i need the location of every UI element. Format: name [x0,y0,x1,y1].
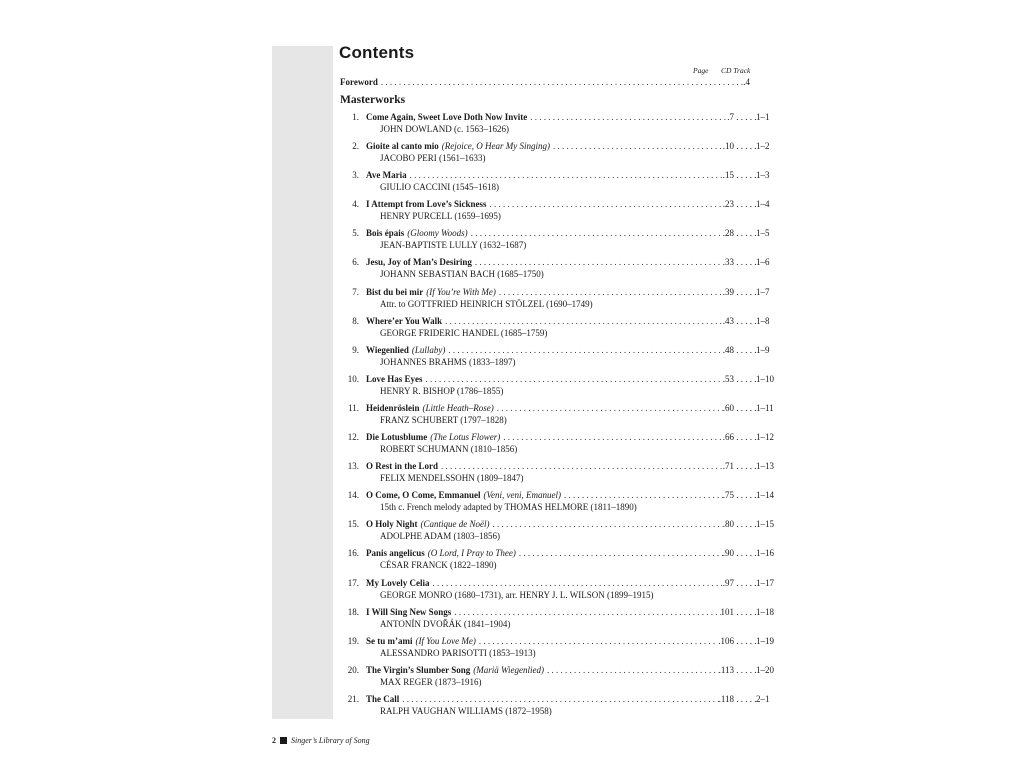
entry-title-line [366,345,776,356]
entry-composer: ADOLPHE ADAM (1803–1856) [380,531,500,542]
entry-title-line [366,112,776,123]
contents-entry [340,606,774,636]
contents-entry [340,257,770,286]
entry-number: 13. [347,461,359,472]
entry-page: .28 [722,228,734,239]
entry-title-line [366,228,776,239]
leader-dots [487,199,723,210]
entry-page: .43 [722,315,734,326]
entry-cd-track: 1–18 [756,606,774,617]
leader-dots: . . . . . [734,344,756,355]
contents-entry [340,664,774,694]
entry-title-line [366,432,776,443]
entry-page: .106 [718,635,734,646]
leader-dots [476,636,718,647]
contents-entry [340,519,774,548]
leader-dots: . . . . . [734,170,756,181]
contents-entry [340,286,770,316]
entry-cd-track: 2–1 [756,693,770,704]
leader-dots: . . . . . [734,577,756,588]
contents-entry [340,490,774,519]
contents-entry [340,170,770,199]
leader-dots: . . . . . [734,635,756,646]
contents-entry [340,461,774,490]
leader-dots [378,77,743,88]
entry-translation: (Rejoice, O Hear My Singing) [441,141,550,152]
entry-composer: MAX REGER (1873–1916) [380,676,482,687]
entry-title-line [366,170,776,181]
contents-entry [340,228,770,257]
contents-entry [340,112,770,141]
entry-cd-track: 1–14 [756,490,774,501]
entry-title: Bois épais [366,228,405,239]
entry-composer: FRANZ SCHUBERT (1797–1828) [380,414,507,425]
entry-cd-track: 1–8 [756,315,770,326]
entry-cd-track: 1–1 [756,112,770,122]
entry-composer: JOHANN SEBASTIAN BACH (1685–1750) [380,269,544,280]
entry-composer: GIULIO CACCINI (1545–1618) [380,182,499,193]
entry-title-line [366,665,776,676]
entry-number: 4. [352,199,359,210]
entry-title: Gioite al canto mio [366,141,439,152]
entry-page: .66 [722,432,734,443]
page-footer [272,736,370,745]
entry-title: Come Again, Sweet Love Doth Now Invite [366,112,528,122]
entry-number: 6. [352,257,359,268]
entry-page: .33 [722,257,734,268]
entry-translation: (O Lord, I Pray to Thee) [427,548,516,559]
entry-page: .71 [722,461,734,472]
entry-number: 2. [352,141,359,152]
entry-number: 5. [352,228,359,239]
leader-dots: . . . . . [734,664,756,675]
entry-title-line [366,316,776,327]
leader-dots: . . . . . [734,228,756,239]
entry-composer: JOHN DOWLAND (c. 1563–1626) [380,124,509,134]
entry-cd-track: 1–13 [756,461,774,472]
entry-cd-track: 1–2 [756,141,770,152]
entry-page: .39 [722,286,734,297]
leader-dots: . . . . . [734,693,756,704]
entry-cd-track: 1–3 [756,170,770,181]
entry-title: My Lovely Celia [366,577,430,588]
entry-title: Love Has Eyes [366,373,423,384]
entry-page: .90 [722,548,734,559]
entry-page: .53 [722,373,734,384]
entry-number: 3. [352,170,359,181]
foreword-row [340,77,750,88]
entry-title-line [366,199,776,210]
entry-title: O Rest in the Lord [366,461,438,472]
entry-cd-track: 1–19 [756,635,774,646]
contents-entry [340,141,770,170]
entry-page: .97 [722,577,734,588]
leader-dots [423,374,723,385]
leader-dots: . . . . . [734,199,756,210]
leader-dots [544,665,719,676]
entry-title: Die Lotusblume [366,432,428,443]
entry-title: I Will Sing New Songs [366,606,452,617]
entry-number: 16. [347,548,359,559]
entry-composer: JACOBO PERI (1561–1633) [380,153,486,164]
leader-dots [496,287,723,298]
entry-composer: Attr. to GOTTFRIED HEINRICH STÖLZEL (1690–1749) [380,298,593,309]
leader-dots: . . . . . [734,315,756,326]
contents-entry [340,373,774,403]
entry-translation: (Lullaby) [411,344,446,355]
entry-number: 15. [347,519,359,530]
entry-cd-track: 1–9 [756,344,770,355]
entry-title-line [366,374,776,385]
entry-translation: (If You’re With Me) [426,286,496,297]
entry-translation: (Cantique de Noël) [420,519,490,530]
entry-title-line [366,257,776,268]
entry-page: .10 [722,141,734,152]
entry-translation: (The Lotus Flower) [430,432,501,443]
contents-entry [340,402,774,432]
entry-composer: GEORGE MONRO (1680–1731), arr. HENRY J. L. WILSON (1899–1915) [380,589,654,600]
leader-dots [500,432,722,443]
footer-page-number: 2 [272,736,276,745]
entry-number: 8. [352,315,359,326]
entry-number: 18. [347,606,359,617]
leader-dots [527,112,727,123]
contents-entry [340,548,774,577]
square-bullet-icon [280,737,287,744]
contents-entry [340,635,774,665]
leader-dots [550,141,723,152]
leader-dots: . . . . . [734,141,756,152]
entry-page: .23 [722,199,734,210]
entry-composer: HENRY PURCELL (1659–1695) [380,211,501,222]
entry-number: 10. [347,373,359,384]
entry-composer: ANTONÍN DVOŘÁK (1841–1904) [380,618,511,629]
entry-number: 11. [348,402,359,413]
leader-dots [468,228,723,239]
entry-cd-track: 1–15 [756,519,774,530]
entry-page: .48 [722,344,734,355]
entry-number: 7. [352,286,359,297]
leader-dots: . . . . . [734,606,756,617]
entry-title: O Come, O Come, Emmanuel [366,490,481,501]
entry-title: Jesu, Joy of Man’s Desiring [366,257,472,268]
entry-title: Ave Maria [366,170,407,181]
entry-composer: JEAN-BAPTISTE LULLY (1632–1687) [380,240,527,251]
entry-title-line [366,636,776,647]
entry-number: 12. [347,432,359,443]
leader-dots: . . . . . [734,373,756,384]
leader-dots: . . . . . [734,461,756,472]
column-head-cd-track: CD Track [721,66,751,75]
leader-dots [451,607,720,618]
entry-page: .80 [722,519,734,530]
entry-title: O Holy Night [366,519,418,530]
leader-dots [490,519,723,530]
entry-translation: (Little Heath–Rose) [422,402,494,413]
entry-cd-track: 1–5 [756,228,770,239]
entry-composer: RALPH VAUGHAN WILLIAMS (1872–1958) [380,705,552,716]
entry-cd-track: 1–6 [756,257,770,268]
entry-translation: (Mariä Wiegenlied) [473,664,545,675]
entry-title-line [366,490,776,501]
entry-title-line [366,519,776,530]
entry-cd-track: 1–11 [756,402,774,413]
entry-page: .113 [718,664,734,675]
section-heading: Masterworks [340,94,406,106]
entry-composer: 15th c. French melody adapted by THOMAS HELMORE (1811–1890) [380,502,637,513]
entry-title: I Attempt from Love’s Sickness [366,199,487,210]
contents-list [340,112,774,723]
entry-composer: ALESSANDRO PARISOTTI (1853–1913) [380,647,536,658]
entry-title-line [366,694,776,705]
column-head-page: Page [693,66,709,75]
entry-title-line [366,403,776,414]
leader-dots: . . . . . [734,432,756,443]
entry-cd-track: 1–10 [756,373,774,384]
entry-cd-track: 1–20 [756,664,774,675]
entry-page: .7 [727,112,734,122]
entry-number: 9. [352,344,359,355]
entry-title-line [366,548,776,559]
contents-entry [340,315,770,345]
foreword-label: Foreword [340,77,378,87]
entry-title: Wiegenlied [366,344,409,355]
leader-dots: . . . . . [734,490,756,501]
contents-entry [340,693,770,723]
entry-translation: (Veni, veni, Emanuel) [483,490,561,501]
entry-translation: (If You Love Me) [415,635,476,646]
page-title: Contents [339,43,415,62]
entry-page: 101 [720,606,734,617]
leader-dots: . . . . . [734,257,756,268]
entry-composer: JOHANNES BRAHMS (1833–1897) [380,356,516,367]
contents-entry [340,344,770,374]
footer-title: Singer’s Library of Song [291,736,370,745]
contents-entry [340,577,774,607]
leader-dots [407,170,723,181]
entry-cd-track: 1–4 [756,199,770,210]
entry-cd-track: 1–7 [756,286,770,297]
entry-page: .75 [722,490,734,501]
entry-composer: GEORGE FRIDERIC HANDEL (1685–1759) [380,327,548,338]
leader-dots [516,548,723,559]
entry-cd-track: 1–16 [756,548,774,559]
leader-dots [445,345,722,356]
entry-composer: CÉSAR FRANCK (1822–1890) [380,560,497,571]
entry-title: Where’er You Walk [366,315,443,326]
leader-dots: . . . . . [734,402,756,413]
entry-number: 14. [347,490,359,501]
leader-dots: . . . . . [734,548,756,559]
sidebar-band [272,46,333,719]
entry-title: The Virgin’s Slumber Song [366,664,471,675]
entry-title: Se tu m’ami [366,635,413,646]
entry-translation: (Gloomy Woods) [407,228,468,239]
entry-page: .118 [718,693,734,704]
leader-dots: . . . . . [734,286,756,297]
entry-title-line [366,461,776,472]
entry-cd-track: 1–12 [756,432,774,443]
foreword-page: .4 [743,77,750,87]
entry-number: 20. [347,664,359,675]
entry-page: .60 [722,402,734,413]
entry-composer: HENRY R. BISHOP (1786–1855) [380,385,504,396]
leader-dots [494,403,723,414]
entry-cd-track: 1–17 [756,577,774,588]
leader-dots: . . . . . [734,519,756,530]
leader-dots [472,257,723,268]
entry-title-line [366,141,776,152]
leader-dots: . . . . . [734,112,756,122]
entry-composer: ROBERT SCHUMANN (1810–1856) [380,444,518,455]
leader-dots [442,316,723,327]
entry-title: Panis angelicus [366,548,425,559]
entry-title: Bist du bei mir [366,286,424,297]
entry-number: 19. [347,635,359,646]
contents-entry [340,432,774,461]
contents-entry [340,199,770,228]
entry-number: 17. [347,577,359,588]
entry-number: 21. [347,693,359,704]
entry-title: Heidenröslein [366,402,420,413]
entry-composer: FELIX MENDELSSOHN (1809–1847) [380,473,524,484]
leader-dots [561,490,723,501]
leader-dots [399,694,718,705]
entry-page: .15 [722,170,734,181]
entry-number: 1. [352,112,359,122]
entry-title-line [366,607,776,618]
entry-title: The Call [366,693,400,704]
entry-title-line [366,287,776,298]
leader-dots [438,461,723,472]
leader-dots [430,578,723,589]
entry-title-line [366,578,776,589]
